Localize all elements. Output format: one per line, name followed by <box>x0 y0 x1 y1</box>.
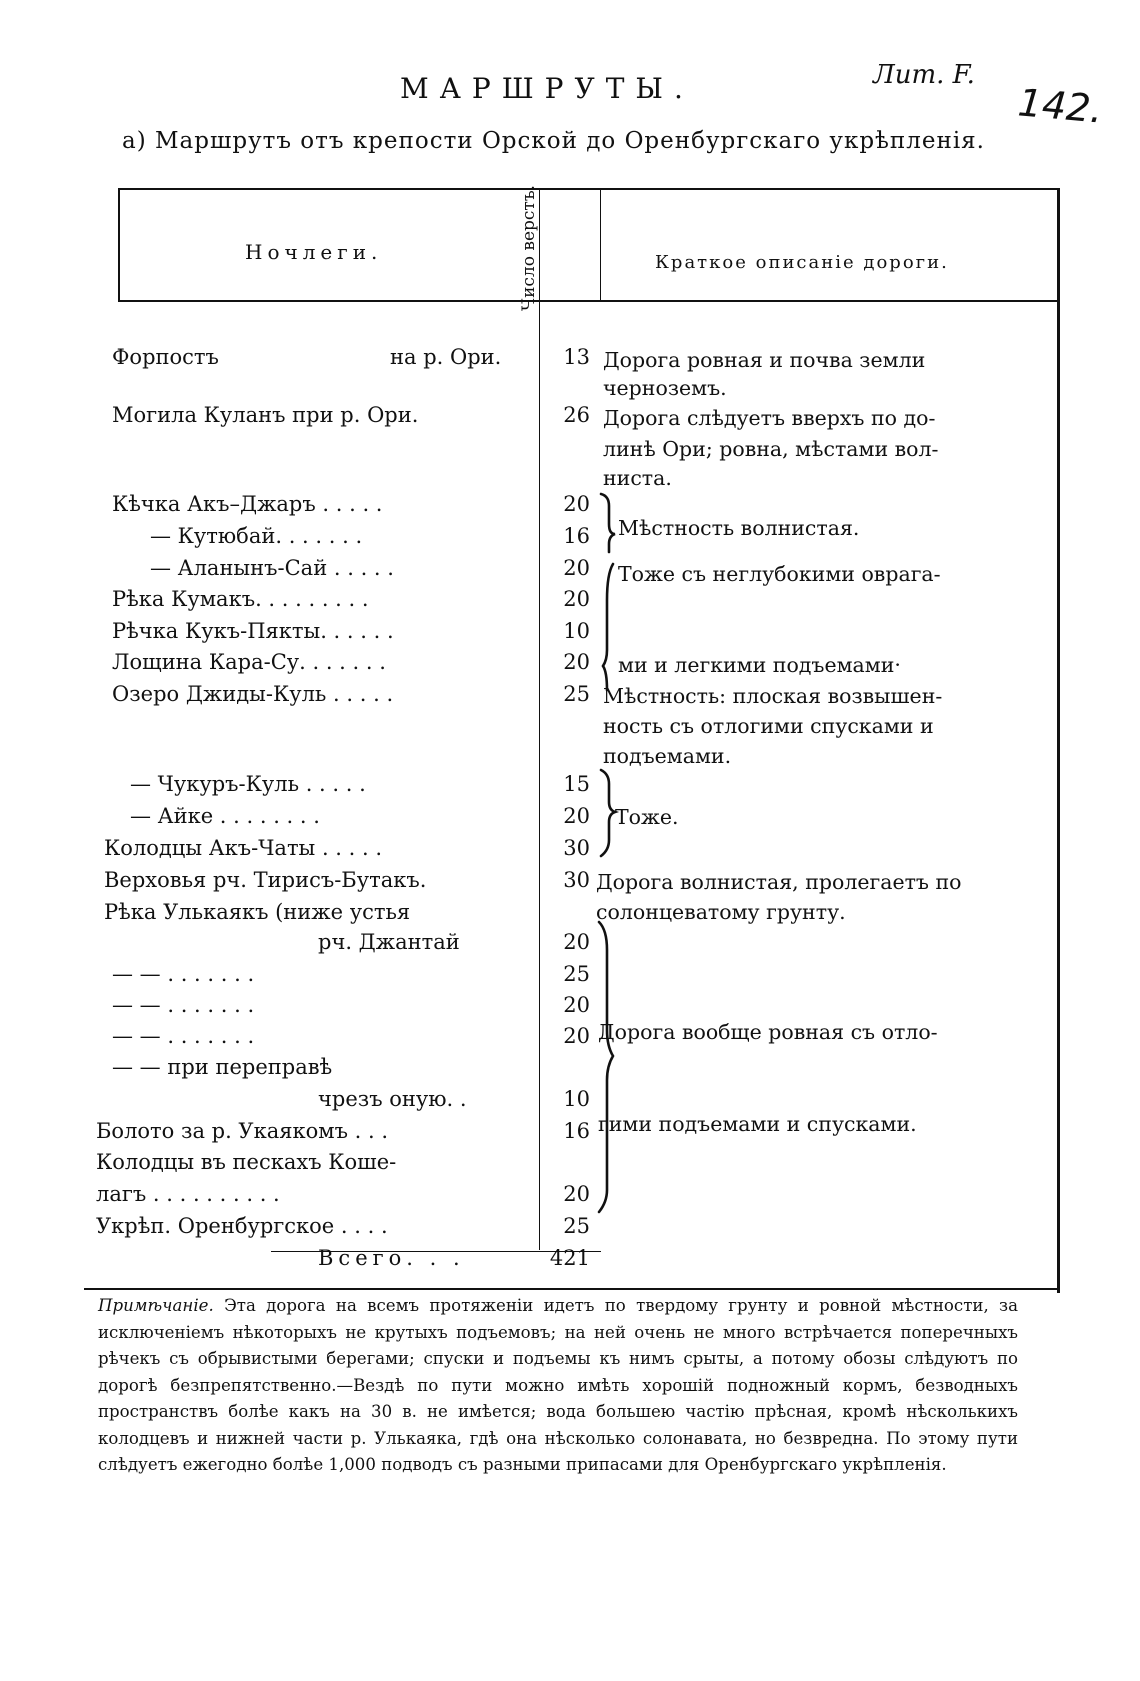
description-line: Тоже съ неглубокими оврага- <box>618 562 941 586</box>
table-bottom-border <box>84 1288 1060 1290</box>
stop-name-cont: лагъ . . . . . . . . . . <box>96 1182 280 1206</box>
stop-name: Колодцы въ пескахъ Коше- <box>96 1150 397 1174</box>
description-line: ниста. <box>603 466 672 490</box>
table-right-border <box>1057 188 1060 1293</box>
handwritten-page-number: 142. <box>1016 80 1105 132</box>
stop-name: — — . . . . . . . <box>112 1024 255 1048</box>
page-title: МАРШРУТЫ. <box>400 72 694 105</box>
stop-name: Лощина Кара-Су. . . . . . . <box>112 650 386 674</box>
stop-name: — — при переправѣ <box>112 1055 333 1079</box>
stop-name: Форпостъ <box>112 345 219 369</box>
description-line: Дорога слѣдуетъ вверхъ по до- <box>603 406 936 430</box>
stop-name: Озеро Джиды-Куль . . . . . <box>112 682 394 706</box>
versts-value: 15 <box>563 772 590 796</box>
versts-value: 25 <box>563 1214 590 1238</box>
stop-name: Болото за р. Укаякомъ . . . <box>96 1119 389 1143</box>
versts-value: 20 <box>563 587 590 611</box>
description-line: Дорога вообще ровная съ отло- <box>598 1020 938 1044</box>
column-divider-2 <box>600 188 601 302</box>
versts-value: 26 <box>563 403 590 427</box>
brace-icon <box>601 494 615 552</box>
stop-location: на р. Ори. <box>390 345 502 369</box>
stop-name: — Аланынъ-Сай . . . . . <box>150 556 394 580</box>
description-line: Дорога волнистая, пролегаетъ по <box>596 870 962 894</box>
versts-value: 20 <box>563 556 590 580</box>
description-line: ми и легкими подъемами· <box>618 653 901 677</box>
description-line: Мѣстность волнистая. <box>618 516 860 540</box>
versts-value: 20 <box>563 804 590 828</box>
versts-value: 20 <box>563 650 590 674</box>
versts-value: 25 <box>563 962 590 986</box>
versts-value: 16 <box>563 1119 590 1143</box>
versts-value: 16 <box>563 524 590 548</box>
brace-icon <box>599 922 613 1212</box>
versts-value: 25 <box>563 682 590 706</box>
description-line: солонцеватому грунту. <box>596 900 846 924</box>
plate-letter: Лит. F. <box>873 60 975 90</box>
footnote-label: Примѣчаніе. <box>98 1296 214 1315</box>
versts-value: 20 <box>563 1182 590 1206</box>
stop-name: Кѣчка Акъ–Джаръ . . . . . <box>112 492 383 516</box>
brace-icon <box>601 770 615 856</box>
stop-name: — — . . . . . . . <box>112 962 255 986</box>
stop-name: — Чукуръ-Куль . . . . . <box>130 772 366 796</box>
description-line: линѣ Ори; ровна, мѣстами вол- <box>603 437 939 461</box>
header-nights: Ночлеги. <box>245 240 383 264</box>
total-label: Всего. . . <box>318 1246 465 1270</box>
stop-name: Укрѣп. Оренбургское . . . . <box>96 1214 388 1238</box>
description-line: гими подъемами и спусками. <box>598 1112 917 1136</box>
description-line: ность съ отлогими спусками и <box>603 714 934 738</box>
versts-value: 20 <box>563 492 590 516</box>
footnote-text: Эта дорога на всемъ протяженіи идетъ по твердому грунту и ровной мѣстности, за исключеніемъ нѣкоторыхъ не крутыхъ подъемовъ; на ней очень не много встрѣчается поперечныхъ рѣчекъ съ обрывистыми берегами; спуски и подъемы къ нимъ срыты, а потому обозы слѣдуютъ по дорогѣ безпрепятственно.—Вездѣ по пути можно имѣть хорошій подножный кормъ, безводныхъ пространствъ болѣе какъ на 30 в. не имѣется; вода большею частію прѣсная, кромѣ нѣсколькихъ колодцевъ и нижней части р. Улькаяка, гдѣ она нѣсколько солонавата, но безвредна. По этому пути слѣдуетъ ежегодно болѣе 1,000 подводъ съ разными припасами для Оренбургскаго укрѣпленія. <box>98 1296 1018 1474</box>
total-value: 421 <box>549 1246 590 1270</box>
stop-name: — — . . . . . . . <box>112 993 255 1017</box>
stop-name-cont: чрезъ оную. . <box>318 1087 467 1111</box>
route-subtitle: а) Маршрутъ отъ крепости Орской до Оренбургскаго укрѣпленія. <box>122 128 985 154</box>
stop-name: Могила Куланъ при р. Ори. <box>112 403 419 427</box>
description-line: Дорога ровная и почва земли <box>603 348 926 372</box>
description-line: подъемами. <box>603 744 732 768</box>
stop-name: — Кутюбай. . . . . . . <box>150 524 363 548</box>
stop-name-cont: рч. Джантай <box>318 930 460 954</box>
stop-name: Рѣка Улькаякъ (ниже устья <box>104 900 411 924</box>
description-line: Тоже. <box>615 805 679 829</box>
brace-icon <box>603 564 613 690</box>
versts-value: 20 <box>563 930 590 954</box>
stop-name: Колодцы Акъ-Чаты . . . . . <box>104 836 383 860</box>
versts-value: 30 <box>563 836 590 860</box>
description-line: Мѣстность: плоская возвышен- <box>603 684 943 708</box>
table-top-border <box>118 188 1060 190</box>
header-versts: Число верстъ. <box>519 184 539 312</box>
stop-name: Верховья рч. Тирисъ-Бутакъ. <box>104 868 427 892</box>
versts-value: 20 <box>563 993 590 1017</box>
stop-name: — Айке . . . . . . . . <box>130 804 320 828</box>
description-line: черноземъ. <box>603 376 727 400</box>
versts-value: 30 <box>563 868 590 892</box>
table-left-border <box>118 188 120 302</box>
stop-name: Рѣчка Кукъ-Пякты. . . . . . <box>112 619 394 643</box>
stop-name: Рѣка Кумакъ. . . . . . . . . <box>112 587 369 611</box>
header-description: Краткое описаніе дороги. <box>655 252 949 273</box>
footnote <box>98 1293 1018 1479</box>
versts-value: 10 <box>563 1087 590 1111</box>
versts-value: 20 <box>563 1024 590 1048</box>
header-divider <box>118 300 1060 302</box>
grouping-braces <box>585 490 625 1270</box>
versts-value: 13 <box>563 345 590 369</box>
versts-value: 10 <box>563 619 590 643</box>
